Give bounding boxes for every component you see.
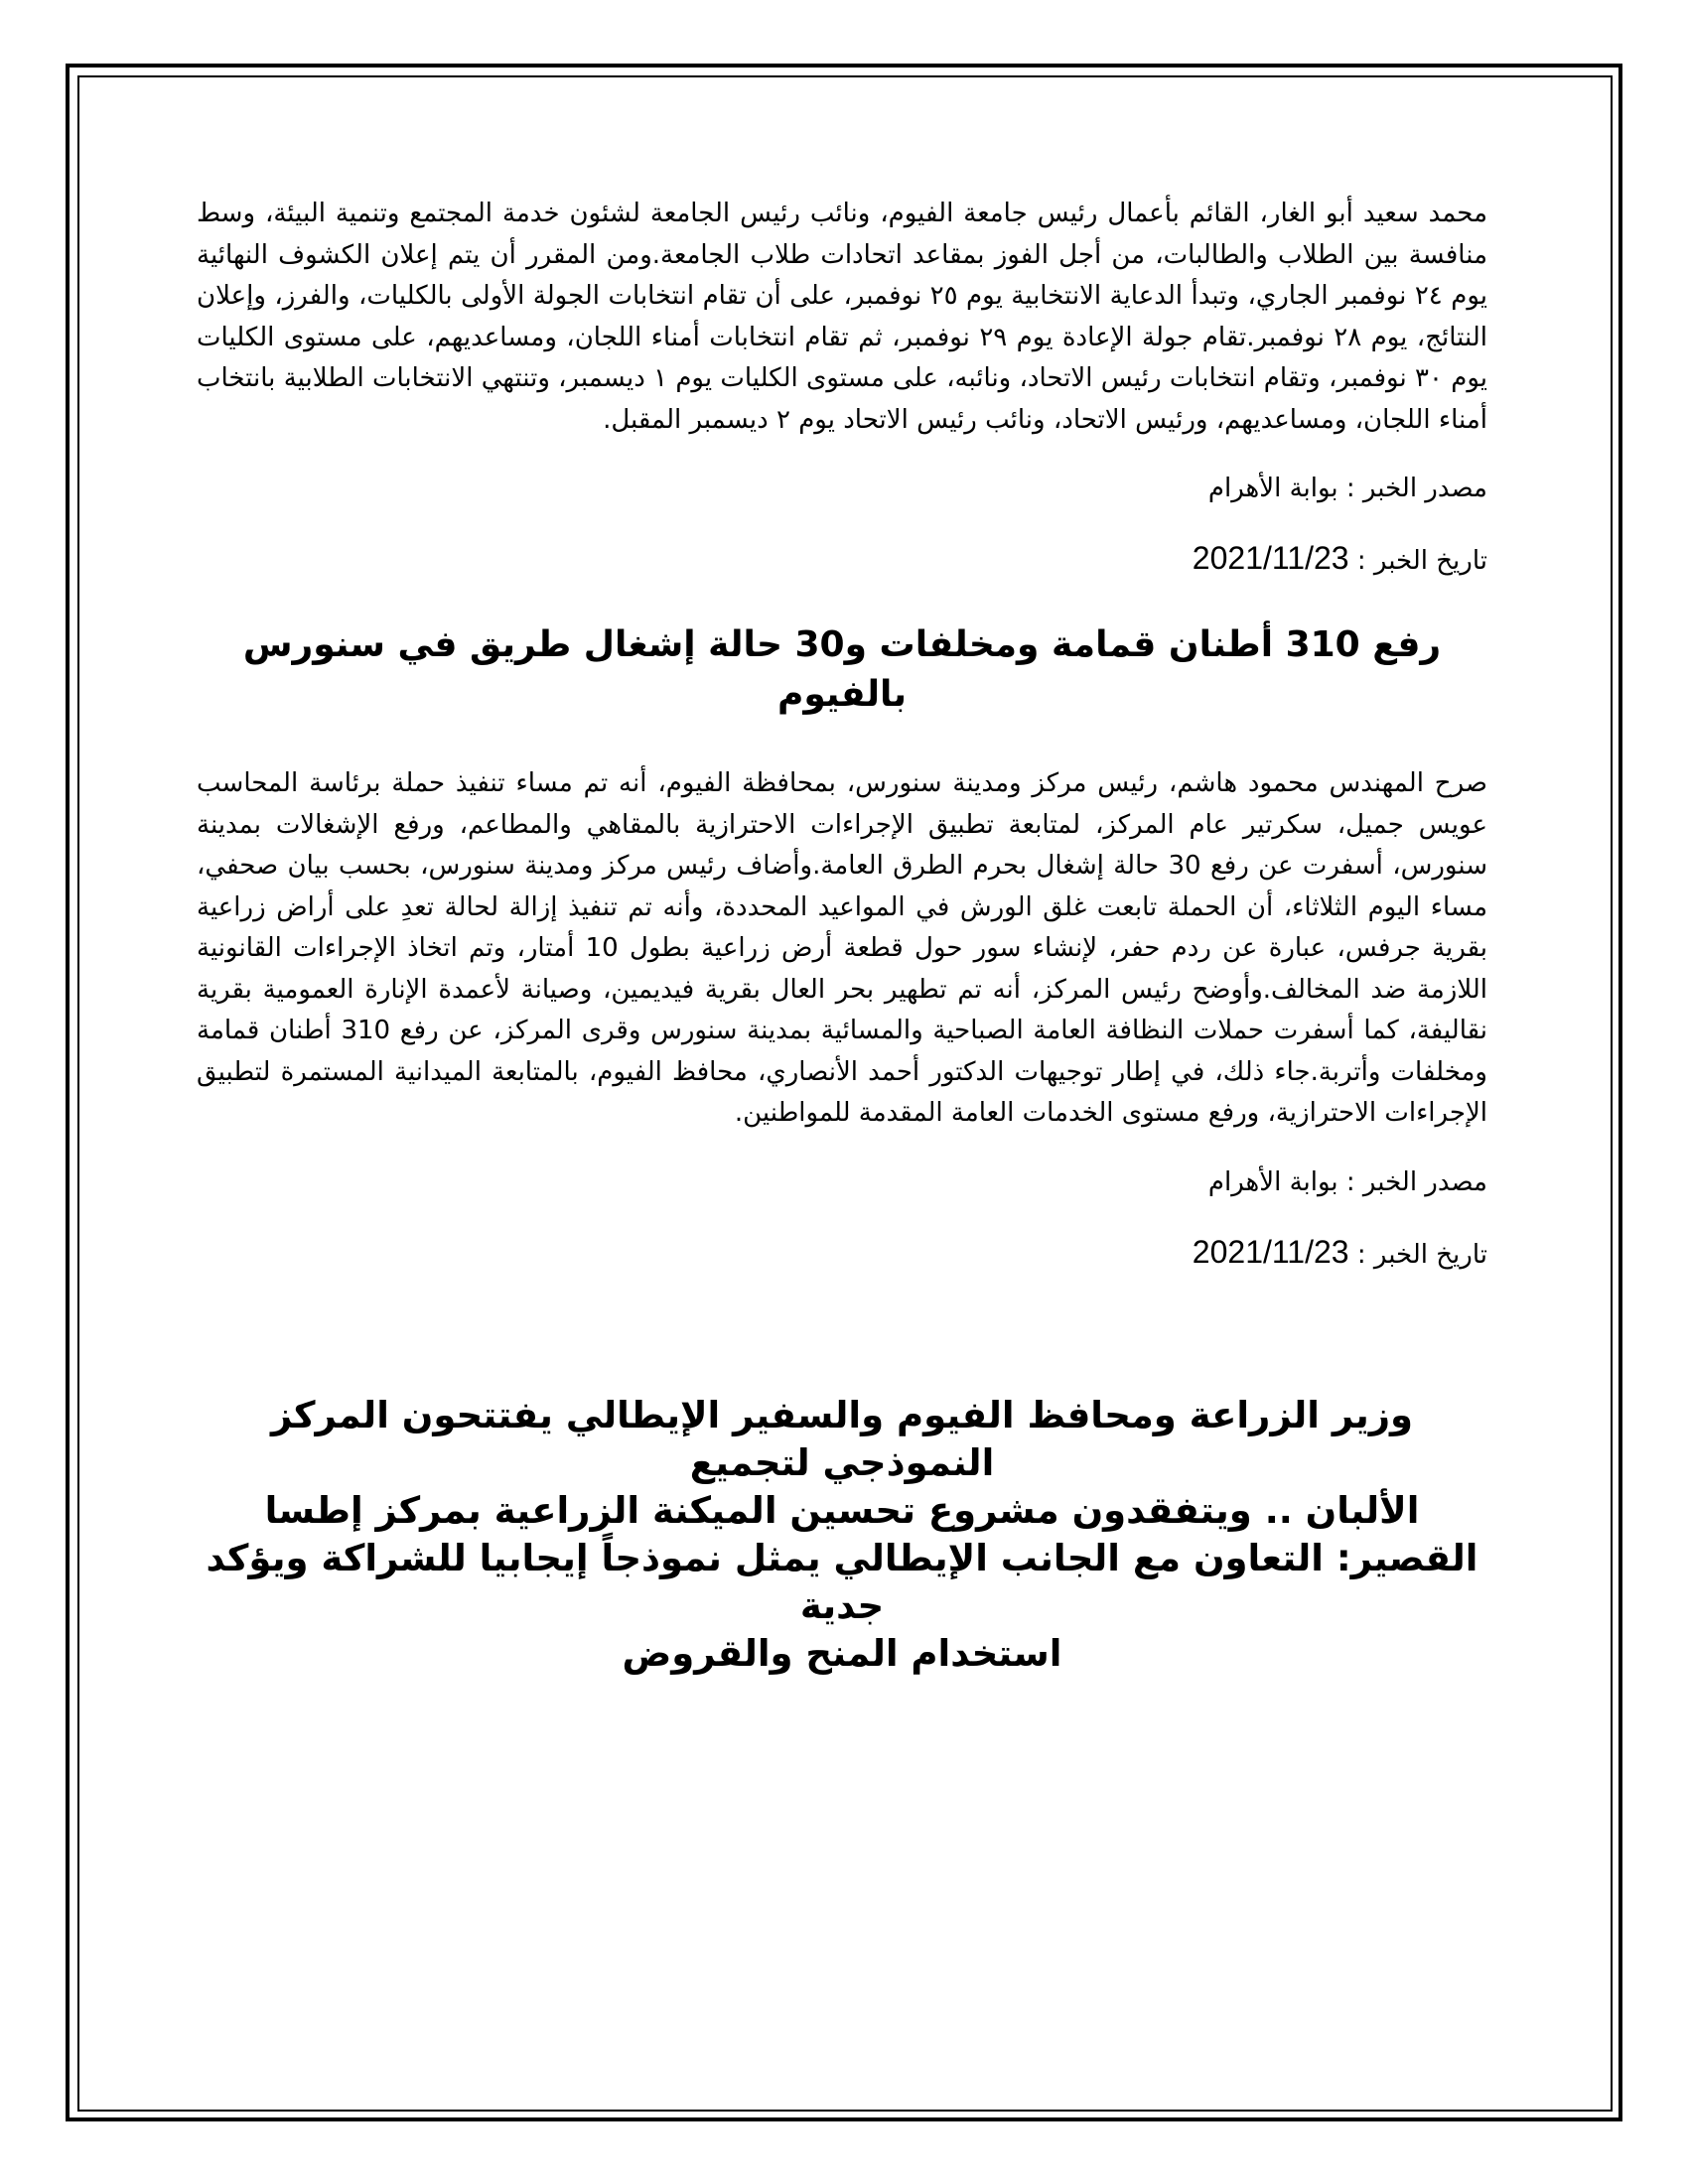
article1-date-label: تاريخ الخبر : — [1356, 546, 1487, 576]
article1-date-value: 2021/11/23 — [1192, 540, 1349, 576]
article2-date — [197, 1232, 1487, 1275]
article3-headline-line4: استخدام المنح والقروض — [622, 1631, 1062, 1675]
article1-date — [197, 538, 1487, 581]
article2-paragraph: صرح المهندس محمود هاشم، رئيس مركز ومدينة سنورس، بمحافظة الفيوم، أنه تم مساء تنفيذ حملة برئاسة المحاسب عويس جميل، سكرتير عام المركز، لمتابعة تطبيق الإجراءات الاحترازية بالمقاهي والمطاعم، ورفع الإشغالات بمدينة سنورس، أسفرت عن رفع 30 حالة إشغال بحرم الطرق العامة.وأضاف رئيس مركز ومدينة سنورس، بحسب بيان صحفي، مساء اليوم الثلاثاء، أن الحملة تابعت غلق الورش في المواعيد المحددة، وأنه تم تنفيذ إزالة لحالة تعدِ على أراض زراعية بقرية جرفس، عبارة عن ردم حفر، لإنشاء سور حول قطعة أرض زراعية بطول 10 أمتار، وتم اتخاذ الإجراءات القانونية اللازمة ضد المخالف.وأوضح رئيس المركز، أنه تم تطهير بحر العال بقرية فيديمين، وصيانة لأعمدة الإنارة العمومية بقرية نقاليفة، كما أسفرت حملات النظافة العامة الصباحية والمسائية بمدينة سنورس وقرى المركز، عن رفع 310 أطنان قمامة ومخلفات وأتربة.جاء ذلك، في إطار توجيهات الدكتور أحمد الأنصاري، محافظ الفيوم، بالمتابعة الميدانية المستمرة لتطبيق الإجراءات الاحترازية، ورفع مستوى الخدمات العامة المقدمة للمواطنين. — [197, 768, 1488, 1128]
article3-headline — [197, 1392, 1487, 1678]
article1-paragraph: محمد سعيد أبو الغار، القائم بأعمال رئيس جامعة الفيوم، ونائب رئيس الجامعة لشئون خدمة المجتمع وتنمية البيئة، وسط منافسة بين الطلاب والطالبات، من أجل الفوز بمقاعد اتحادات طلاب الجامعة.ومن المقرر أن يتم إعلان الكشوف النهائية يوم ٢٤ نوفمبر الجاري، وتبدأ الدعاية الانتخابية يوم ٢٥ نوفمبر، على أن تقام انتخابات الجولة الأولى بالكليات، والفرز، وإعلان النتائج، يوم ٢٨ نوفمبر.تقام جولة الإعادة يوم ٢٩ نوفمبر، ثم تقام انتخابات أمناء اللجان، ومساعديهم، على مستوى الكليات يوم ٣٠ نوفمبر، وتقام انتخابات رئيس الاتحاد، ونائبه، على مستوى الكليات يوم ١ ديسمبر، وتنتهي الانتخابات الطلابية بانتخاب أمناء اللجان، ومساعديهم، ورئيس الاتحاد، ونائب رئيس الاتحاد يوم ٢ ديسمبر المقبل. — [197, 199, 1488, 435]
article2-headline: رفع 310 أطنان قمامة ومخلفات و30 حالة إشغال طريق في سنورس بالفيوم — [242, 624, 1442, 715]
article2-date-label: تاريخ الخبر : — [1356, 1239, 1487, 1270]
article1-source: مصدر الخبر : بوابة الأهرام — [1207, 474, 1487, 503]
article2-source: مصدر الخبر : بوابة الأهرام — [1207, 1166, 1487, 1197]
article3-headline-line3: القصير: التعاون مع الجانب الإيطالي يمثل نموذجاً إيجابيا للشراكة ويؤكد جدية — [206, 1536, 1478, 1627]
article3-headline-line1: وزير الزراعة ومحافظ الفيوم والسفير الإيطالي يفتتحون المركز النموذجي لتجميع — [270, 1393, 1414, 1484]
article3-headline-line2: الألبان .. ويتفقدون مشروع تحسين الميكنة الزراعية بمركز إطسا — [264, 1488, 1420, 1532]
spacer — [197, 1275, 1487, 1392]
document-body — [197, 194, 1487, 1678]
article2-date-value: 2021/11/23 — [1192, 1233, 1349, 1270]
